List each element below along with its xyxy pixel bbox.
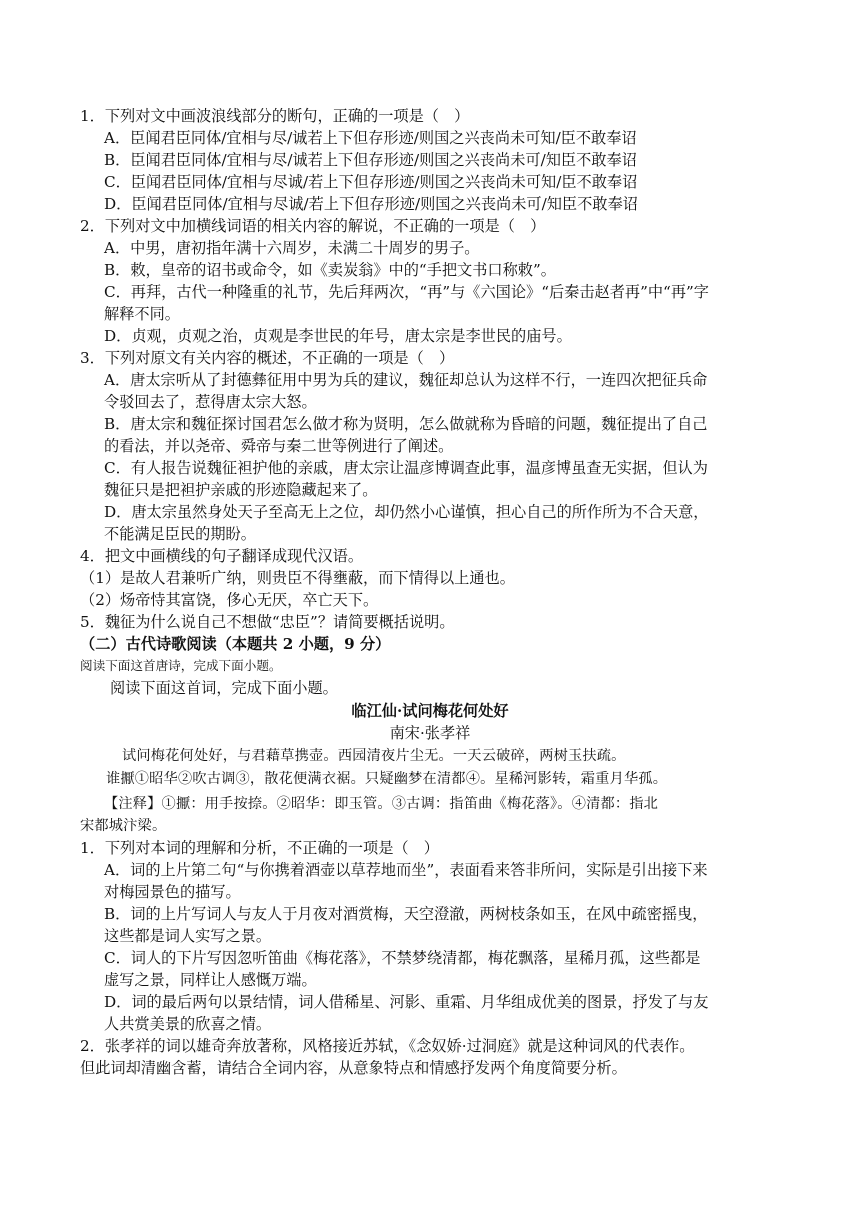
question-1-option-b: B．臣闻君臣同体/宜相与尽/诚若上下但存形迹/则国之兴丧尚未可/知臣不敢奉诏	[104, 151, 637, 169]
question-3-stem: 3．下列对原文有关内容的概述，不正确的一项是（ ）	[80, 349, 455, 367]
poem-line-1: 试问梅花何处好，与君藉草携壶。西园清夜片尘无。一天云破碎，两树玉扶疏。	[122, 748, 626, 764]
question-1-option-c: C．臣闻君臣同体/宜相与尽诚/若上下但存形迹/则国之兴丧尚未可知/臣不敢奉诏	[104, 173, 638, 191]
question-1-option-d: D．臣闻君臣同体/宜相与尽诚/若上下但存形迹/则国之兴丧尚未可/知臣不敢奉诏	[104, 195, 638, 213]
question-2-option-c-cont: 解释不同。	[104, 305, 180, 323]
question-4-item-2: （2）炀帝恃其富饶，侈心无厌，卒亡天下。	[80, 591, 379, 609]
poem-question-2-stem: 2．张孝祥的词以雄奇奔放著称，风格接近苏轼，《念奴娇·过洞庭》就是这种词风的代表作。	[80, 1037, 695, 1055]
question-3-option-a: A．唐太宗听从了封德彝征用中男为兵的建议，魏征却总认为这样不行，一连四次把征兵命	[104, 371, 708, 389]
question-2-option-b: B．敕，皇帝的诏书或命令，如《卖炭翁》中的“手把文书口称敕”。	[104, 261, 556, 279]
question-2-stem: 2．下列对文中加横线词语的相关内容的解说，不正确的一项是（ ）	[80, 217, 546, 235]
question-3-option-d: D．唐太宗虽然身处天子至高无上之位，却仍然小心谨慎，担心自己的所作所为不合天意，	[104, 503, 709, 521]
poem-notes-cont: 宋都城汴梁。	[80, 818, 167, 834]
poem-title: 临江仙·试问梅花何处好	[351, 702, 509, 720]
poem-question-1-option-a-cont: 对梅园景色的描写。	[104, 883, 241, 901]
question-2-option-d: D．贞观，贞观之治，贞观是李世民的年号，唐太宗是李世民的庙号。	[104, 327, 572, 345]
poem-question-1-option-c: C．词人的下片写因忽听笛曲《梅花落》，不禁梦绕清都，梅花飘落，星稀月孤，这些都是	[104, 949, 701, 967]
poem-author: 南宋·张孝祥	[389, 724, 471, 742]
question-1-option-a: A．臣闻君臣同体/宜相与尽/诚若上下但存形迹/则国之兴丧尚未可知/臣不敢奉诏	[104, 129, 637, 147]
question-3-option-c: C．有人报告说魏征袒护他的亲戚，唐太宗让温彦博调查此事，温彦博虽查无实据，但认为	[104, 459, 708, 477]
reading-instruction-small: 阅读下面这首唐诗，完成下面小题。	[80, 658, 282, 673]
poem-question-1-option-a: A．词的上片第二句“与你携着酒壶以草荐地而坐”，表面看来答非所问，实际是引出接下来	[104, 861, 708, 879]
question-3-option-b-cont: 的看法，并以尧帝、舜帝与秦二世等例进行了阐述。	[104, 437, 454, 455]
poem-question-1-option-d-cont: 人共赏美景的欣喜之情。	[104, 1015, 272, 1033]
question-3-option-b: B．唐太宗和魏征探讨国君怎么做才称为贤明，怎么做就称为昏暗的问题，魏征提出了自己	[104, 415, 708, 433]
poem-question-1-option-c-cont: 虚写之景，同样让人感慨万端。	[104, 971, 317, 989]
question-4-item-1: （1）是故人君兼听广纳，则贵臣不得壅蔽，而下情得以上通也。	[80, 569, 515, 587]
question-3-option-d-cont: 不能满足臣民的期盼。	[104, 525, 256, 543]
poem-question-1-option-b: B．词的上片写词人与友人于月夜对酒赏梅，天空澄澈，两树枝条如玉，在风中疏密摇曳，	[104, 905, 708, 923]
question-3-option-a-cont: 令驳回去了，惹得唐太宗大怒。	[104, 393, 317, 411]
question-5-stem: 5．魏征为什么说自己不想做“忠臣”？请简要概括说明。	[80, 613, 455, 631]
poem-question-2-stem-cont: 但此词却清幽含蓄，请结合全词内容，从意象特点和情感抒发两个角度简要分析。	[80, 1059, 627, 1077]
question-1-stem: 1．下列对文中画波浪线部分的断句，正确的一项是（ ）	[80, 107, 470, 125]
poem-notes: 【注释】①擫：用手按捺。②昭华：即玉管。③古调：指笛曲《梅花落》。④清都：指北	[104, 796, 659, 812]
reading-instruction: 阅读下面这首词，完成下面小题。	[110, 679, 338, 697]
question-2-option-c: C．再拜，古代一种隆重的礼节，先后拜两次，“再”与《六国论》“后秦击赵者再”中“再”字	[104, 283, 709, 301]
question-4-stem: 4．把文中画横线的句子翻译成现代汉语。	[80, 547, 364, 565]
question-2-option-a: A．中男，唐初指年满十六周岁，未满二十周岁的男子。	[104, 239, 480, 257]
section-heading: （二）古代诗歌阅读（本题共 2 小题，9 分）	[80, 635, 391, 653]
poem-question-1-option-b-cont: 这些都是词人实写之景。	[104, 927, 272, 945]
poem-question-1-stem: 1．下列对本词的理解和分析，不正确的一项是（ ）	[80, 839, 439, 857]
poem-question-1-option-d: D．词的最后两句以景结情，词人借稀星、河影、重霜、月华组成优美的图景，抒发了与友	[104, 993, 709, 1011]
poem-line-2: 谁擫①昭华②吹古调③，散花便满衣裾。只疑幽梦在清都④。星稀河影转，霜重月华孤。	[106, 771, 668, 787]
question-3-option-c-cont: 魏征只是把袒护亲戚的形迹隐藏起来了。	[104, 481, 378, 499]
